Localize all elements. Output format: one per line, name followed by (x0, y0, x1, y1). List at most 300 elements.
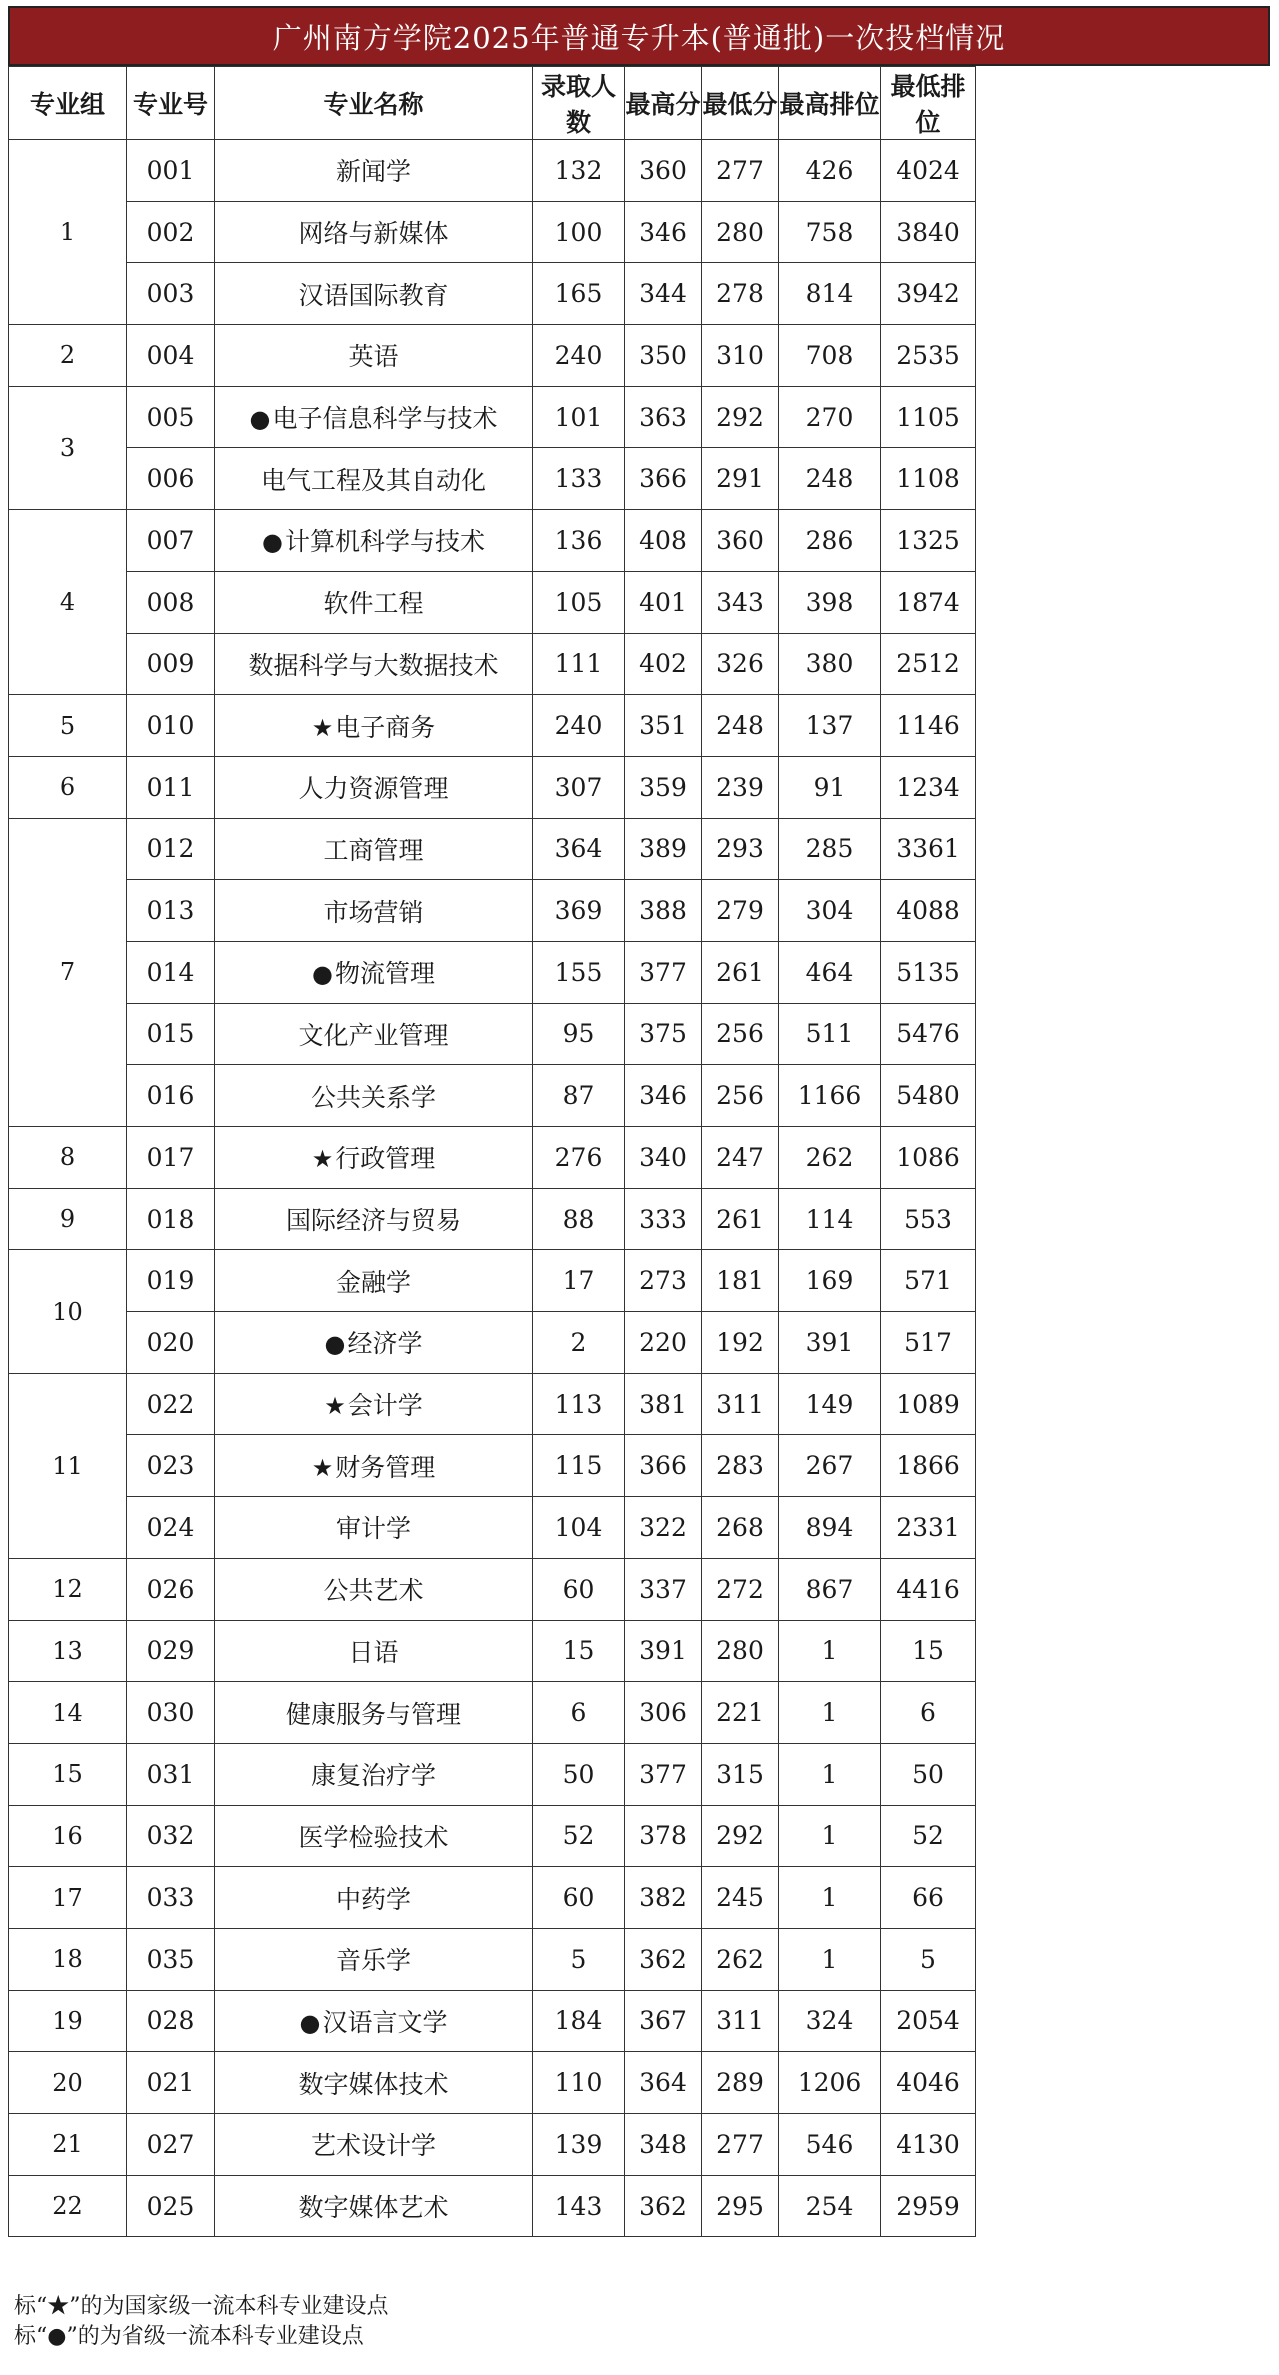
cell-min-score: 289 (702, 2052, 779, 2114)
major-name: 艺术设计学 (310, 2131, 436, 2161)
major-name: 数字媒体艺术 (298, 2193, 449, 2223)
cell-code: 010 (127, 695, 215, 757)
cell-group: 7 (9, 818, 127, 1126)
cell-min-score: 343 (702, 571, 779, 633)
cell-group: 10 (9, 1250, 127, 1373)
major-name: 国际经济与贸易 (285, 1206, 461, 1236)
cell-admitted: 5 (533, 1928, 625, 1990)
cell-name (215, 818, 533, 880)
cell-min-score: 280 (702, 201, 779, 263)
cell-min-score: 292 (702, 1805, 779, 1867)
table-row (9, 2114, 1270, 2176)
cell-group: 12 (9, 1558, 127, 1620)
cell-code: 026 (127, 1558, 215, 1620)
national-star-mark: ★ (324, 1392, 346, 1421)
cell-code: 031 (127, 1743, 215, 1805)
cell-min-rank: 1874 (881, 571, 976, 633)
cell-max-score: 389 (625, 818, 702, 880)
cell-group: 21 (9, 2114, 127, 2176)
cell-admitted: 60 (533, 1867, 625, 1929)
major-name: 日语 (348, 1637, 399, 1667)
cell-max-score: 402 (625, 633, 702, 695)
cell-group: 14 (9, 1682, 127, 1744)
cell-admitted: 105 (533, 571, 625, 633)
cell-admitted: 101 (533, 386, 625, 448)
cell-code: 018 (127, 1188, 215, 1250)
header-min-score: 最低分 (702, 67, 779, 140)
cell-min-rank: 517 (881, 1312, 976, 1374)
cell-max-rank: 1 (779, 1867, 881, 1929)
cell-max-score: 360 (625, 140, 702, 202)
cell-min-score: 291 (702, 448, 779, 510)
cell-min-rank: 571 (881, 1250, 976, 1312)
cell-max-rank: 1166 (779, 1065, 881, 1127)
cell-max-rank: 391 (779, 1312, 881, 1374)
major-name: 财务管理 (335, 1452, 436, 1482)
cell-code: 006 (127, 448, 215, 510)
major-name: 市场营销 (323, 897, 424, 927)
cell-min-score: 256 (702, 1065, 779, 1127)
cell-name (215, 1805, 533, 1867)
cell-max-rank: 324 (779, 1990, 881, 2052)
cell-name (215, 695, 533, 757)
cell-max-score: 366 (625, 1435, 702, 1497)
cell-name (215, 1928, 533, 1990)
cell-admitted: 364 (533, 818, 625, 880)
table-row (9, 386, 1270, 448)
cell-admitted: 136 (533, 510, 625, 572)
cell-min-rank: 1108 (881, 448, 976, 510)
table-row (9, 1867, 1270, 1929)
cell-max-rank: 137 (779, 695, 881, 757)
cell-max-score: 346 (625, 201, 702, 263)
cell-admitted: 111 (533, 633, 625, 695)
cell-max-score: 364 (625, 2052, 702, 2114)
cell-min-rank: 1105 (881, 386, 976, 448)
cell-max-score: 408 (625, 510, 702, 572)
major-name: 电子信息科学与技术 (272, 404, 498, 434)
cell-max-rank: 1 (779, 1743, 881, 1805)
cell-min-rank: 1146 (881, 695, 976, 757)
table-row (9, 1990, 1270, 2052)
cell-name (215, 1373, 533, 1435)
header-admitted: 录取人数 (533, 67, 625, 140)
major-name: 健康服务与管理 (285, 1699, 461, 1729)
cell-min-score: 256 (702, 1003, 779, 1065)
cell-max-rank: 267 (779, 1435, 881, 1497)
cell-max-score: 333 (625, 1188, 702, 1250)
cell-min-rank: 2331 (881, 1497, 976, 1559)
cell-admitted: 139 (533, 2114, 625, 2176)
major-name: 数字媒体技术 (298, 2069, 449, 2099)
cell-max-score: 351 (625, 695, 702, 757)
major-name: 计算机科学与技术 (284, 527, 485, 557)
cell-min-score: 292 (702, 386, 779, 448)
cell-admitted: 17 (533, 1250, 625, 1312)
header-max-rank: 最高排位 (779, 67, 881, 140)
table-row (9, 1250, 1270, 1312)
header-min-rank: 最低排位 (881, 67, 976, 140)
cell-code: 029 (127, 1620, 215, 1682)
cell-min-rank: 5135 (881, 941, 976, 1003)
cell-max-rank: 169 (779, 1250, 881, 1312)
major-name: 康复治疗学 (310, 1761, 436, 1791)
cell-code: 013 (127, 880, 215, 942)
cell-name (215, 571, 533, 633)
cell-name (215, 201, 533, 263)
national-star-mark: ★ (311, 713, 334, 742)
major-name: 医学检验技术 (298, 1822, 449, 1852)
cell-min-score: 360 (702, 510, 779, 572)
cell-max-score: 350 (625, 325, 702, 387)
major-name: 工商管理 (323, 835, 424, 865)
cell-max-score: 391 (625, 1620, 702, 1682)
cell-admitted: 87 (533, 1065, 625, 1127)
cell-code: 017 (127, 1127, 215, 1189)
major-name: 软件工程 (323, 589, 424, 619)
table-row (9, 1127, 1270, 1189)
cell-admitted: 60 (533, 1558, 625, 1620)
cell-max-rank: 758 (779, 201, 881, 263)
major-name: 音乐学 (335, 1946, 411, 1976)
cell-group: 9 (9, 1188, 127, 1250)
provincial-dot-mark: ● (249, 405, 271, 434)
cell-max-rank: 286 (779, 510, 881, 572)
cell-max-score: 377 (625, 1743, 702, 1805)
cell-code: 004 (127, 325, 215, 387)
cell-code: 035 (127, 1928, 215, 1990)
cell-min-rank: 52 (881, 1805, 976, 1867)
table-row (9, 1497, 1270, 1559)
cell-max-rank: 1 (779, 1928, 881, 1990)
cell-code: 015 (127, 1003, 215, 1065)
cell-admitted: 115 (533, 1435, 625, 1497)
cell-max-score: 362 (625, 2175, 702, 2237)
cell-max-score: 381 (625, 1373, 702, 1435)
cell-max-score: 359 (625, 756, 702, 818)
cell-admitted: 110 (533, 2052, 625, 2114)
cell-name (215, 1743, 533, 1805)
footnote-provincial: 标“●”的为省级一流本科专业建设点 (14, 2324, 364, 2349)
cell-min-score: 221 (702, 1682, 779, 1744)
cell-group: 15 (9, 1743, 127, 1805)
cell-group: 8 (9, 1127, 127, 1189)
major-name: 金融学 (335, 1267, 411, 1297)
table-row (9, 2052, 1270, 2114)
cell-min-score: 279 (702, 880, 779, 942)
cell-min-rank: 50 (881, 1743, 976, 1805)
cell-max-score: 377 (625, 941, 702, 1003)
table-row (9, 1805, 1270, 1867)
cell-name (215, 1990, 533, 2052)
major-name: 汉语言文学 (322, 2007, 448, 2037)
cell-min-rank: 6 (881, 1682, 976, 1744)
cell-min-rank: 1089 (881, 1373, 976, 1435)
cell-min-score: 261 (702, 941, 779, 1003)
cell-max-rank: 426 (779, 140, 881, 202)
cell-max-rank: 1 (779, 1805, 881, 1867)
cell-max-rank: 708 (779, 325, 881, 387)
table-row (9, 1003, 1270, 1065)
cell-min-score: 311 (702, 1990, 779, 2052)
cell-max-rank: 248 (779, 448, 881, 510)
cell-code: 024 (127, 1497, 215, 1559)
admission-table-sheet (8, 6, 1270, 2237)
cell-admitted: 113 (533, 1373, 625, 1435)
cell-name (215, 1312, 533, 1374)
cell-min-rank: 1866 (881, 1435, 976, 1497)
cell-min-rank: 553 (881, 1188, 976, 1250)
cell-group: 5 (9, 695, 127, 757)
cell-min-score: 277 (702, 2114, 779, 2176)
cell-max-score: 340 (625, 1127, 702, 1189)
cell-admitted: 240 (533, 325, 625, 387)
cell-name (215, 1620, 533, 1682)
cell-max-score: 346 (625, 1065, 702, 1127)
cell-min-score: 310 (702, 325, 779, 387)
cell-group: 18 (9, 1928, 127, 1990)
cell-min-score: 277 (702, 140, 779, 202)
cell-min-rank: 1325 (881, 510, 976, 572)
header-name: 专业名称 (215, 67, 533, 140)
cell-name (215, 2175, 533, 2237)
cell-min-rank: 5476 (881, 1003, 976, 1065)
cell-code: 007 (127, 510, 215, 572)
cell-code: 016 (127, 1065, 215, 1127)
cell-max-rank: 867 (779, 1558, 881, 1620)
cell-min-score: 278 (702, 263, 779, 325)
cell-min-rank: 2512 (881, 633, 976, 695)
cell-min-rank: 3942 (881, 263, 976, 325)
cell-name (215, 1497, 533, 1559)
cell-code: 002 (127, 201, 215, 263)
major-name: 汉语国际教育 (298, 280, 449, 310)
cell-admitted: 132 (533, 140, 625, 202)
cell-name (215, 325, 533, 387)
table-row (9, 880, 1270, 942)
cell-max-rank: 91 (779, 756, 881, 818)
cell-name (215, 448, 533, 510)
cell-min-score: 239 (702, 756, 779, 818)
cell-name (215, 1558, 533, 1620)
cell-max-rank: 546 (779, 2114, 881, 2176)
cell-min-score: 311 (702, 1373, 779, 1435)
cell-admitted: 155 (533, 941, 625, 1003)
cell-admitted: 50 (533, 1743, 625, 1805)
admission-table (8, 66, 1270, 2237)
cell-name (215, 1867, 533, 1929)
table-row (9, 1620, 1270, 1682)
cell-min-rank: 4088 (881, 880, 976, 942)
provincial-dot-mark: ● (299, 2008, 321, 2037)
cell-max-rank: 254 (779, 2175, 881, 2237)
national-star-mark: ★ (311, 1453, 334, 1482)
cell-code: 028 (127, 1990, 215, 2052)
table-row (9, 1928, 1270, 1990)
cell-max-score: 344 (625, 263, 702, 325)
cell-group: 1 (9, 140, 127, 325)
cell-max-rank: 262 (779, 1127, 881, 1189)
table-row (9, 1065, 1270, 1127)
cell-min-score: 245 (702, 1867, 779, 1929)
cell-max-score: 363 (625, 386, 702, 448)
footnote-national: 标“★”的为国家级一流本科专业建设点 (14, 2294, 389, 2319)
cell-name (215, 1435, 533, 1497)
cell-code: 008 (127, 571, 215, 633)
major-name: 人力资源管理 (298, 774, 449, 804)
cell-admitted: 52 (533, 1805, 625, 1867)
cell-max-score: 273 (625, 1250, 702, 1312)
cell-name (215, 1188, 533, 1250)
cell-code: 001 (127, 140, 215, 202)
cell-code: 011 (127, 756, 215, 818)
cell-min-score: 293 (702, 818, 779, 880)
cell-min-score: 181 (702, 1250, 779, 1312)
cell-group: 22 (9, 2175, 127, 2237)
national-star-mark: ★ (311, 1145, 334, 1174)
cell-admitted: 143 (533, 2175, 625, 2237)
major-name: 电气工程及其自动化 (260, 465, 486, 495)
cell-max-rank: 1 (779, 1682, 881, 1744)
table-row (9, 633, 1270, 695)
cell-min-score: 272 (702, 1558, 779, 1620)
cell-max-score: 375 (625, 1003, 702, 1065)
cell-min-score: 261 (702, 1188, 779, 1250)
cell-min-rank: 2959 (881, 2175, 976, 2237)
cell-max-score: 388 (625, 880, 702, 942)
cell-code: 033 (127, 1867, 215, 1929)
cell-code: 023 (127, 1435, 215, 1497)
cell-max-rank: 894 (779, 1497, 881, 1559)
cell-max-score: 366 (625, 448, 702, 510)
cell-min-rank: 2054 (881, 1990, 976, 2052)
cell-min-score: 283 (702, 1435, 779, 1497)
cell-max-score: 322 (625, 1497, 702, 1559)
header-row (9, 67, 1270, 140)
cell-admitted: 15 (533, 1620, 625, 1682)
cell-name (215, 1127, 533, 1189)
cell-max-rank: 1206 (779, 2052, 881, 2114)
cell-name (215, 263, 533, 325)
major-name: 会计学 (347, 1391, 423, 1421)
cell-max-rank: 814 (779, 263, 881, 325)
cell-max-score: 220 (625, 1312, 702, 1374)
header-group: 专业组 (9, 67, 127, 140)
cell-admitted: 133 (533, 448, 625, 510)
cell-name (215, 880, 533, 942)
major-name: 数据科学与大数据技术 (248, 650, 499, 680)
table-row (9, 756, 1270, 818)
cell-code: 027 (127, 2114, 215, 2176)
cell-max-score: 382 (625, 1867, 702, 1929)
cell-code: 012 (127, 818, 215, 880)
cell-group: 4 (9, 510, 127, 695)
major-name: 中药学 (335, 1884, 411, 1914)
table-row (9, 510, 1270, 572)
cell-code: 005 (127, 386, 215, 448)
cell-min-rank: 3840 (881, 201, 976, 263)
cell-admitted: 95 (533, 1003, 625, 1065)
cell-max-score: 367 (625, 1990, 702, 2052)
major-name: 网络与新媒体 (298, 219, 449, 249)
cell-min-rank: 66 (881, 1867, 976, 1929)
cell-min-score: 280 (702, 1620, 779, 1682)
cell-min-score: 248 (702, 695, 779, 757)
table-row (9, 2175, 1270, 2237)
cell-name (215, 2052, 533, 2114)
cell-admitted: 2 (533, 1312, 625, 1374)
cell-name (215, 1003, 533, 1065)
table-row (9, 1558, 1270, 1620)
cell-group: 16 (9, 1805, 127, 1867)
cell-max-score: 378 (625, 1805, 702, 1867)
cell-group: 6 (9, 756, 127, 818)
cell-admitted: 240 (533, 695, 625, 757)
cell-min-rank: 1234 (881, 756, 976, 818)
cell-name (215, 1682, 533, 1744)
cell-max-rank: 511 (779, 1003, 881, 1065)
cell-min-score: 262 (702, 1928, 779, 1990)
table-row (9, 448, 1270, 510)
table-row (9, 1743, 1270, 1805)
cell-code: 019 (127, 1250, 215, 1312)
table-row (9, 325, 1270, 387)
cell-min-rank: 4130 (881, 2114, 976, 2176)
cell-code: 022 (127, 1373, 215, 1435)
cell-code: 025 (127, 2175, 215, 2237)
cell-code: 009 (127, 633, 215, 695)
major-name: 经济学 (347, 1329, 423, 1359)
cell-min-rank: 1086 (881, 1127, 976, 1189)
provincial-dot-mark: ● (312, 960, 333, 989)
table-row (9, 1435, 1270, 1497)
major-name: 公共艺术 (323, 1576, 424, 1606)
cell-max-rank: 398 (779, 571, 881, 633)
major-name: 英语 (348, 342, 399, 372)
table-row (9, 695, 1270, 757)
cell-min-score: 315 (702, 1743, 779, 1805)
major-name: 审计学 (335, 1514, 411, 1544)
cell-max-score: 337 (625, 1558, 702, 1620)
cell-name (215, 140, 533, 202)
cell-min-rank: 4046 (881, 2052, 976, 2114)
table-row (9, 1312, 1270, 1374)
cell-admitted: 6 (533, 1682, 625, 1744)
cell-min-score: 247 (702, 1127, 779, 1189)
table-row (9, 201, 1270, 263)
cell-group: 3 (9, 386, 127, 509)
cell-max-rank: 464 (779, 941, 881, 1003)
cell-min-score: 295 (702, 2175, 779, 2237)
major-name: 行政管理 (335, 1144, 436, 1174)
cell-code: 020 (127, 1312, 215, 1374)
cell-admitted: 88 (533, 1188, 625, 1250)
major-name: 文化产业管理 (298, 1020, 449, 1050)
table-row (9, 140, 1270, 202)
cell-max-score: 362 (625, 1928, 702, 1990)
cell-group: 19 (9, 1990, 127, 2052)
cell-max-rank: 270 (779, 386, 881, 448)
table-body (9, 140, 1270, 2237)
provincial-dot-mark: ● (262, 528, 283, 557)
table-row (9, 1373, 1270, 1435)
cell-max-rank: 285 (779, 818, 881, 880)
cell-name (215, 510, 533, 572)
cell-group: 11 (9, 1373, 127, 1558)
major-name: 电子商务 (335, 712, 436, 742)
cell-max-rank: 114 (779, 1188, 881, 1250)
cell-code: 032 (127, 1805, 215, 1867)
